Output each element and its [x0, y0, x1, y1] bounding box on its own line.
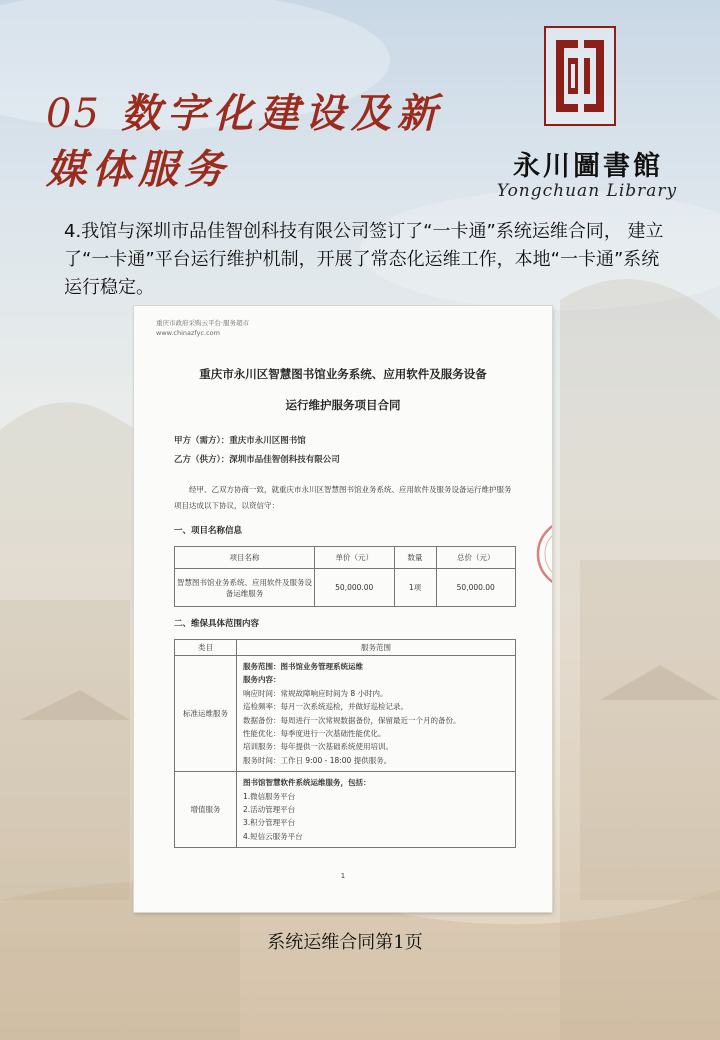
table-row — [175, 772, 516, 848]
section-2-title: 二、维保具体范围内容 — [174, 619, 260, 629]
doc-header-url: www.chinazfyc.com — [156, 329, 220, 337]
table-row — [175, 547, 516, 569]
list-item: 图书馆智慧软件系统运维服务，包括： — [243, 778, 371, 788]
table-cell: 标准运维服务 — [175, 656, 237, 772]
list-item: 3.积分管理平台 — [243, 818, 296, 828]
list-item: 服务内容： — [243, 675, 281, 685]
intro-paragraph: 4.我馆与深圳市品佳智创科技有限公司签订了“一卡通”系统运维合同， 建立了“一卡通”平台运行维护机制，开展了常态化运维工作，本地“一卡通”系统运行稳定。 — [64, 221, 664, 298]
table-cell: 1项 — [394, 569, 436, 607]
table-row — [175, 640, 516, 656]
table-header: 数量 — [394, 547, 436, 569]
project-table — [174, 546, 516, 607]
table-cell: 50,000.00 — [436, 569, 516, 607]
table-header: 类目 — [175, 640, 237, 656]
image-caption: 系统运维合同第1页 — [267, 932, 423, 953]
list-item: 培训服务：每年提供一次基础系统使用培训。 — [243, 742, 393, 752]
list-item: 2.活动管理平台 — [243, 805, 296, 815]
party-b: 乙方（供方）：深圳市品佳智创科技有限公司 — [174, 455, 340, 465]
page-number: 1 — [340, 872, 346, 880]
library-name-cn: 永川圖書館 — [513, 151, 663, 182]
heading-number: 05 — [46, 91, 101, 137]
table-cell: 智慧图书馆业务系统、应用软件及服务设备运维服务 — [175, 569, 315, 607]
list-item: 数据备份：每周进行一次常规数据备份，保留最近一个月的备份。 — [243, 715, 461, 725]
list-item: 4.短信云服务平台 — [243, 831, 303, 841]
service-scope-table — [174, 639, 516, 848]
table-cell: 增值服务 — [175, 772, 237, 848]
section-1-title: 一、项目名称信息 — [174, 526, 243, 536]
library-logo — [492, 26, 682, 211]
red-stamp-icon — [530, 514, 552, 594]
table-header: 单价（元） — [315, 547, 395, 569]
list-item: 性能优化：每季度进行一次基础性能优化。 — [243, 729, 386, 739]
doc-preamble: 经甲、乙双方协商一致，就重庆市永川区智慧图书馆业务系统、应用软件及服务设备运行维护服务项目达成以下协议，以资信守： — [174, 485, 512, 510]
table-cell — [237, 772, 516, 848]
doc-header — [156, 318, 249, 338]
table-header: 总价（元） — [436, 547, 516, 569]
doc-title-line2: 运行维护服务项目合同 — [285, 398, 401, 412]
list-item: 1.微信服务平台 — [243, 791, 296, 801]
list-item: 服务范围：图书馆业务管理系统运维 — [243, 662, 363, 671]
table-cell — [237, 656, 516, 772]
table-header: 项目名称 — [175, 547, 315, 569]
contract-scan — [134, 306, 552, 912]
table-header: 服务范围 — [237, 640, 516, 656]
doc-title-line1: 重庆市永川区智慧图书馆业务系统、应用软件及服务设备 — [199, 367, 487, 381]
table-cell: 50,000.00 — [315, 569, 395, 607]
table-row — [175, 656, 516, 772]
doc-header-line: 重庆市政府采购云平台·服务超市 — [156, 319, 250, 327]
heading-title: 数字化建设及新媒体服务 — [46, 91, 443, 193]
list-item: 服务时间：工作日 9:00 - 18:00 提供服务。 — [243, 755, 392, 765]
party-a: 甲方（需方）：重庆市永川区图书馆 — [174, 436, 306, 446]
list-item: 巡检频率：每月一次系统巡检，并做好巡检记录。 — [243, 702, 408, 712]
library-name-en: Yongchuan Library — [496, 181, 678, 201]
table-row — [175, 569, 516, 607]
list-item: 响应时间：常规故障响应时间为 8 小时内。 — [243, 688, 388, 698]
library-seal-icon — [544, 26, 616, 126]
section-heading — [46, 86, 486, 198]
